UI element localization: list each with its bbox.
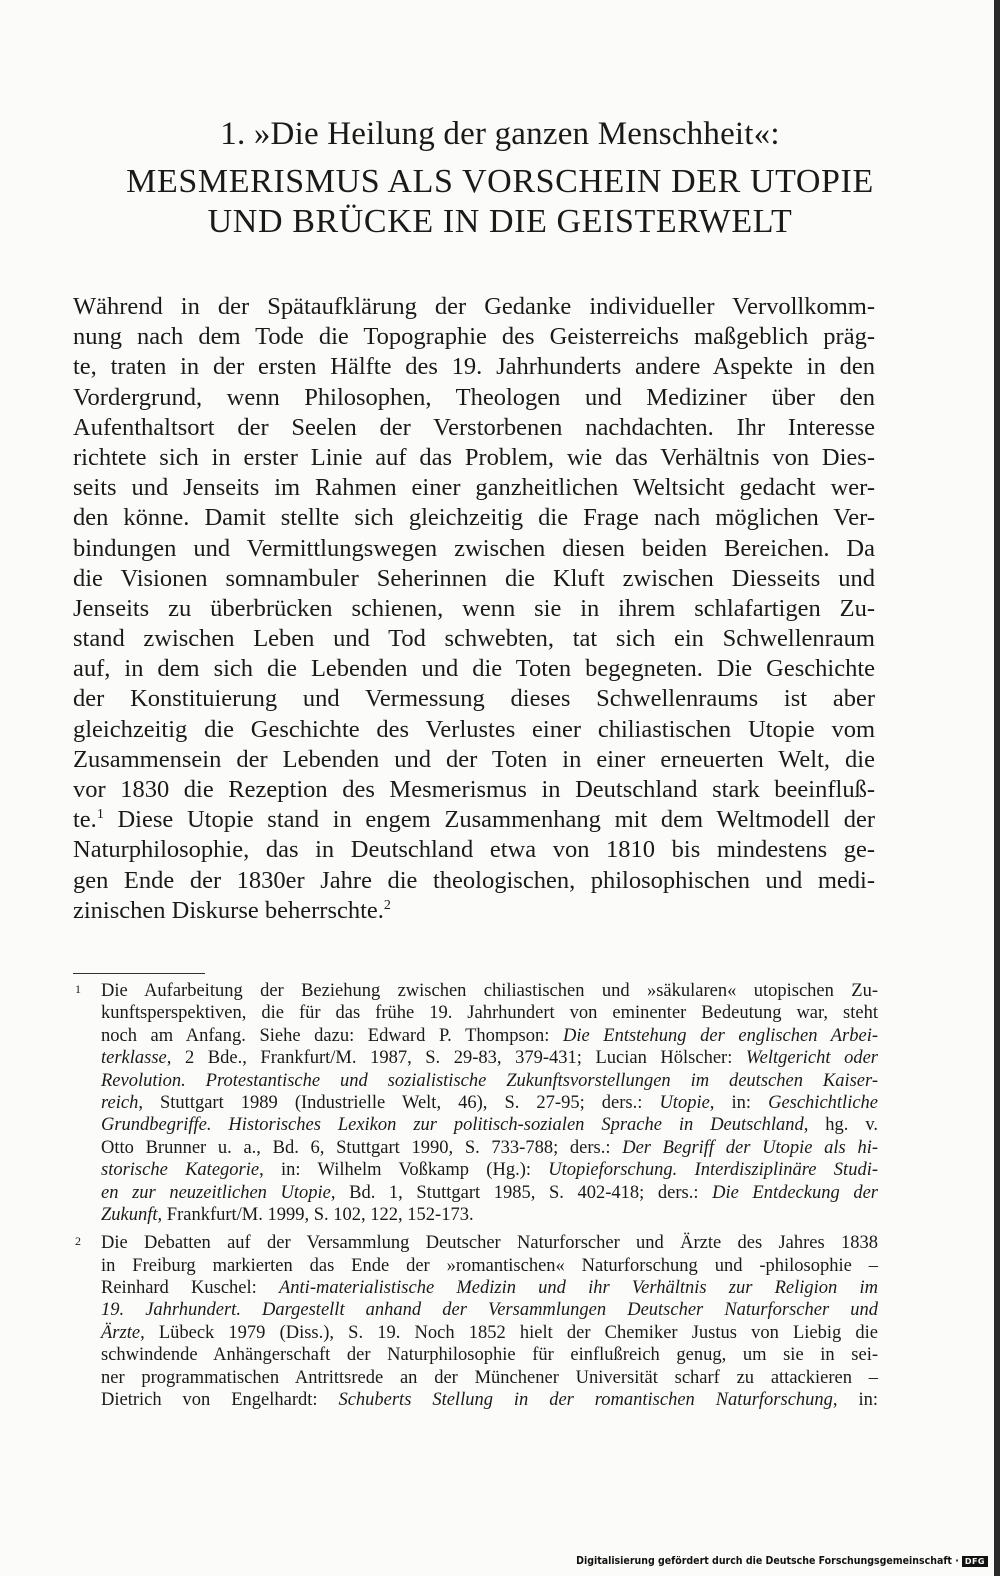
dfg-logo: DFG: [962, 1556, 988, 1567]
footnote-line: [101, 1025, 878, 1047]
footnote-citation-title: Die Entstehung der englischen Arbei-: [562, 1025, 879, 1046]
footnote-citation-title: Grundbegriffe. Historisches Lexikon zur politisch-sozialen Sprache in Deutschland: [101, 1115, 804, 1136]
footnote-1: [73, 980, 878, 1226]
body-line: auf, in dem sich die Lebenden und die Toten begegneten. Die Geschichte: [73, 655, 875, 683]
footnote-text: , 2 Bde., Frankfurt/M. 1987, S. 29-83, 379-431; Lucian Hölscher:: [166, 1048, 746, 1069]
body-line: gen Ende der 1830er Jahre die theologischen, philosophischen und medi-: [73, 866, 875, 894]
chapter-subtitle-line-1: MESMERISMUS ALS VORSCHEIN DER UTOPIE: [126, 163, 874, 200]
body-line: stand zwischen Leben und Tod schwebten, tat sich ein Schwellenraum: [73, 625, 875, 653]
footnote-citation-title: Ärzte: [101, 1322, 141, 1343]
chapter-subtitle-line-2: UND BRÜCKE IN DIE GEISTERWELT: [207, 203, 793, 240]
body-line: te, traten in der ersten Hälfte des 19. Jahrhunderts andere Aspekte in den: [73, 353, 875, 381]
footnote-citation-title: Geschichtliche: [768, 1092, 879, 1113]
footnote-text: , Frankfurt/M. 1999, S. 102, 122, 152-173.: [157, 1204, 474, 1225]
body-line: der Konstituierung und Vermessung dieses Schwellenraums ist aber: [73, 685, 875, 713]
footnote-line: [101, 1092, 878, 1114]
body-text-run: Diese Utopie stand in engem Zusammenhang mit dem Weltmodell der: [103, 806, 875, 834]
footnote-ref-2[interactable]: 2: [383, 897, 391, 913]
footnote-ref-1[interactable]: 1: [96, 807, 104, 823]
body-line: gleichzeitig die Geschichte des Verlustes einer chiliastischen Utopie vom: [73, 715, 875, 743]
footnote-line: Die Aufarbeitung der Beziehung zwischen chiliastischen und »säkularen« utopischen Zu-: [101, 981, 878, 1001]
chapter-heading: [60, 112, 940, 242]
body-line: nung nach dem Tode die Topographie des Geisterreichs maßgeblich präg-: [73, 323, 875, 351]
body-line: [73, 896, 875, 926]
footnote-citation-title: reich: [101, 1092, 139, 1113]
page-edge: [994, 0, 1000, 1576]
footnote-citation-title: Die Entdeckung der: [712, 1182, 878, 1203]
footnote-citation-title: Utopieforschung. Interdisziplinäre Studi-: [548, 1160, 878, 1181]
footnote-line: ner programmatischen Antrittsrede an der Münchener Universität scharf zu attackieren –: [101, 1367, 878, 1388]
body-line: Während in der Spätaufklärung der Gedanke individueller Vervollkomm-: [73, 293, 875, 320]
footnote-citation-title: Schuberts Stellung in der romantischen Naturforschung: [338, 1390, 833, 1411]
footnote-line: [101, 1159, 878, 1181]
body-line: den könne. Damit stellte sich gleichzeitig die Frage nach möglichen Ver-: [73, 504, 875, 532]
footnote-citation-title: Der Begriff der Utopie als hi-: [622, 1137, 878, 1158]
digitization-footer: [576, 1555, 988, 1567]
footnote-text: noch am Anfang. Siehe dazu: Edward P. Thompson:: [101, 1025, 563, 1046]
footnote-line: in Freiburg markierten das Ende der »romantischen« Naturforschung und -philosophie –: [101, 1255, 878, 1276]
footnote-line: [101, 1389, 878, 1411]
footnote-line: kunftsperspektiven, die für das frühe 19. Jahrhundert von eminenter Bedeutung war, steht: [101, 1003, 878, 1024]
footnote-line: [101, 1137, 878, 1159]
footnote-text: Reinhard Kuschel:: [101, 1278, 279, 1299]
footer-credit: Digitalisierung gefördert durch die Deutsche Forschungsgemeinschaft ·: [576, 1555, 959, 1567]
body-line: [73, 805, 875, 835]
body-text-run: zinischen Diskurse beherrschte.: [73, 896, 384, 924]
footnote-line: schwindende Anhängerschaft der Naturphilosophie für einflußreich genug, um sie in sei-: [101, 1345, 878, 1366]
footnotes: [73, 980, 878, 1417]
body-line: vor 1830 die Rezeption des Mesmerismus in Deutschland stark beeinfluß-: [73, 776, 875, 803]
footnote-number: 1: [75, 982, 81, 996]
body-line: Naturphilosophie, das in Deutschland etwa von 1810 bis mindestens ge-: [73, 836, 875, 864]
body-line: seits und Jenseits im Rahmen einer ganzheitlichen Weltsicht gedacht wer-: [73, 474, 875, 502]
footnote-text: , Bd. 1, Stuttgart 1985, S. 402-418; ders.:: [330, 1182, 713, 1203]
footnote-citation-title: Weltgericht oder: [745, 1048, 879, 1069]
footnote-citation-title: en zur neuzeitlichen Utopie: [101, 1182, 331, 1203]
footnote-text: Otto Brunner u. a., Bd. 6, Stuttgart 1990, S. 733-788; ders.:: [101, 1137, 623, 1158]
footnote-citation-title: 19. Jahrhundert. Dargestellt anhand der Versammlungen Deutscher Naturforscher und: [101, 1300, 878, 1321]
footnote-text: , in: Wilhelm Voßkamp (Hg.):: [259, 1160, 549, 1181]
footnote-line: Die Debatten auf der Versammlung Deutscher Naturforscher und Ärzte des Jahres 1838: [101, 1233, 878, 1254]
footnote-citation-title: storische Kategorie: [101, 1160, 260, 1181]
footnote-text: , in:: [709, 1092, 769, 1113]
footnote-line: [101, 1114, 878, 1136]
body-text-run: te.: [73, 806, 97, 834]
body-line: bindungen und Vermittlungswegen zwischen diesen beiden Bereichen. Da: [73, 534, 875, 562]
footnote-citation-title: terklasse: [101, 1048, 167, 1069]
footnote-text: , in:: [832, 1390, 878, 1411]
footnote-line: [101, 1182, 878, 1204]
footnote-citation-title: Utopie: [659, 1092, 710, 1113]
footnote-text: Dietrich von Engelhardt:: [101, 1390, 339, 1411]
body-line: Zusammensein der Lebenden und der Toten in einer erneuerten Welt, die: [73, 745, 875, 773]
body-line: richtete sich in erster Linie auf das Problem, wie das Verhältnis von Dies-: [73, 443, 875, 471]
footnote-separator: [73, 973, 205, 974]
footnote-line: [101, 1070, 878, 1092]
footnote-line: [101, 1047, 878, 1069]
chapter-title: 1. »Die Heilung der ganzen Menschheit«:: [220, 116, 780, 152]
footnote-line: [101, 1322, 878, 1344]
footnote-text: , hg. v.: [803, 1115, 878, 1136]
footnote-number: 2: [75, 1234, 81, 1249]
body-line: Jenseits zu überbrücken schienen, wenn sie in ihrem schlafartigen Zu-: [73, 594, 875, 622]
footnote-citation-title: Zukunft: [101, 1204, 158, 1225]
footnote-citation-title: Anti-materialistische Medizin und ihr Verhältnis zur Religion im: [278, 1278, 879, 1299]
footnote-2: [73, 1232, 878, 1411]
body-paragraph: [73, 292, 875, 926]
body-line: Aufenthaltsort der Seelen der Verstorbenen nachdachten. Ihr Interesse: [73, 413, 875, 441]
body-line: die Visionen somnambuler Seherinnen die Kluft zwischen Diesseits und: [73, 564, 875, 592]
footnote-line: [101, 1277, 878, 1299]
body-line: Vordergrund, wenn Philosophen, Theologen und Mediziner über den: [73, 383, 875, 411]
footnote-citation-title: Revolution. Protestantische und sozialistische Zukunftsvorstellungen im deutschen Kaiser-: [101, 1070, 878, 1091]
footnote-text: , Stuttgart 1989 (Industrielle Welt, 46), S. 27-95; ders.:: [138, 1092, 660, 1113]
footnote-line: [101, 1299, 878, 1321]
footnote-text: , Lübeck 1979 (Diss.), S. 19. Noch 1852 hielt der Chemiker Justus von Liebig die: [140, 1322, 878, 1343]
footnote-line: [101, 1204, 878, 1226]
